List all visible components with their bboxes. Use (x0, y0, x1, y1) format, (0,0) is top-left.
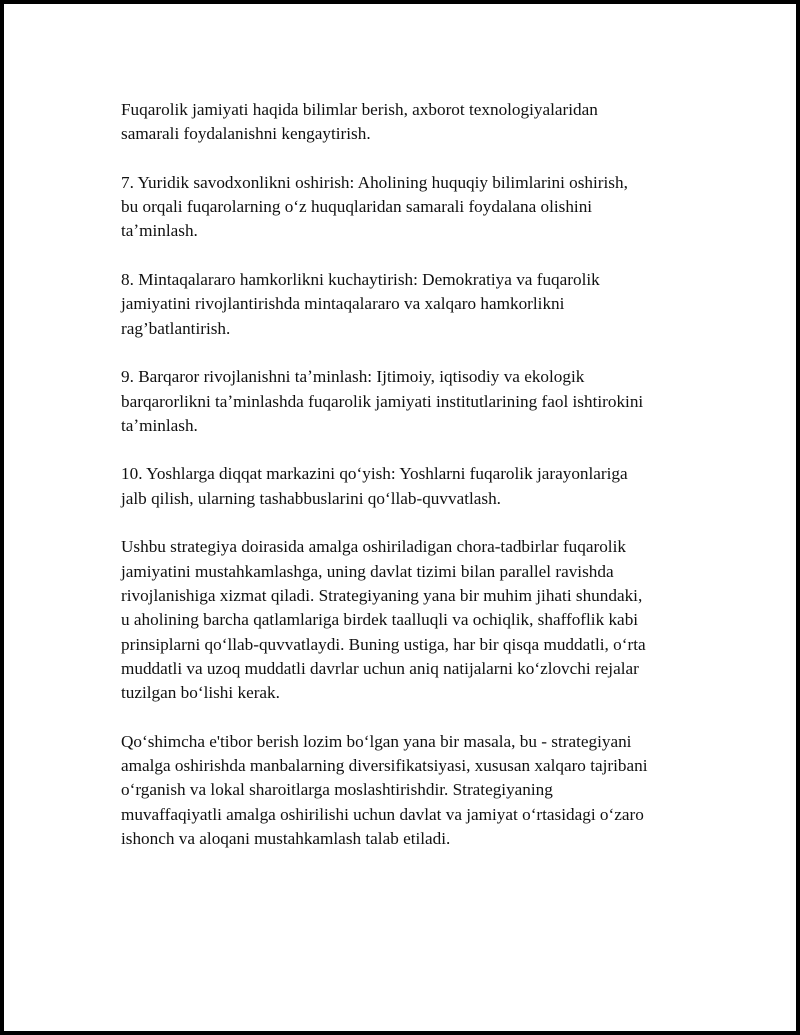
paragraph-additional-note: Qoʻshimcha e'tibor berish lozim boʻlgan yana bir masala, bu - strategiyani amalga oshirishda manbalarning diversifikatsiyasi, xususan xalqaro tajribani oʻrganish va lokal sharoitlarga moslashtirishdir. Strategiyaning muvaffaqiyatli amalga oshirilishi uchun davlat va jamiyat oʻrtasidagi oʻzaro ishonch va aloqani mustahkamlash talab etiladi. (121, 731, 648, 848)
document-body (121, 98, 696, 876)
paragraph-strategy-summary: Ushbu strategiya doirasida amalga oshiriladigan chora-tadbirlar fuqarolik jamiyatini mustahkamlashga, uning davlat tizimi bilan parallel ravishda rivojlanishiga xizmat qiladi. Strategiyaning yana bir muhim jihati shundaki, u aholining barcha qatlamlariga birdek taalluqli va ochiqlik, shaffoflik kabi prinsiplarni qoʻllab-quvvatlaydi. Buning ustiga, har bir qisqa muddatli, oʻrta muddatli va uzoq muddatli davrlar uchun aniq natijalarni koʻzlovchi rejalar tuzilgan boʻlishi kerak. (121, 537, 646, 703)
paragraph-item-10: 10. Yoshlarga diqqat markazini qoʻyish: Yoshlarni fuqarolik jarayonlariga jalb qilish, ularning tashabbuslarini qoʻllab-quvvatlash. (121, 464, 628, 508)
paragraph-item-7: 7. Yuridik savodxonlikni oshirish: Aholining huquqiy bilimlarini oshirish, bu orqali fuqarolarning oʻz huquqlaridan samarali foydalana olishini taʼminlash. (121, 172, 628, 241)
paragraph-intro: Fuqarolik jamiyati haqida bilimlar berish, axborot texnologiyalaridan samarali foydalanishni kengaytirish. (121, 100, 598, 144)
paragraph-item-9: 9. Barqaror rivojlanishni taʼminlash: Ijtimoiy, iqtisodiy va ekologik barqarorlikni taʼminlashda fuqarolik jamiyati institutlarining faol ishtirokini taʼminlash. (121, 367, 644, 435)
paragraph-item-8: 8. Mintaqalararo hamkorlikni kuchaytirish: Demokratiya va fuqarolik jamiyatini rivojlantirishda mintaqalararo va xalqaro hamkorlikni rag’batlantirish. (121, 270, 600, 338)
